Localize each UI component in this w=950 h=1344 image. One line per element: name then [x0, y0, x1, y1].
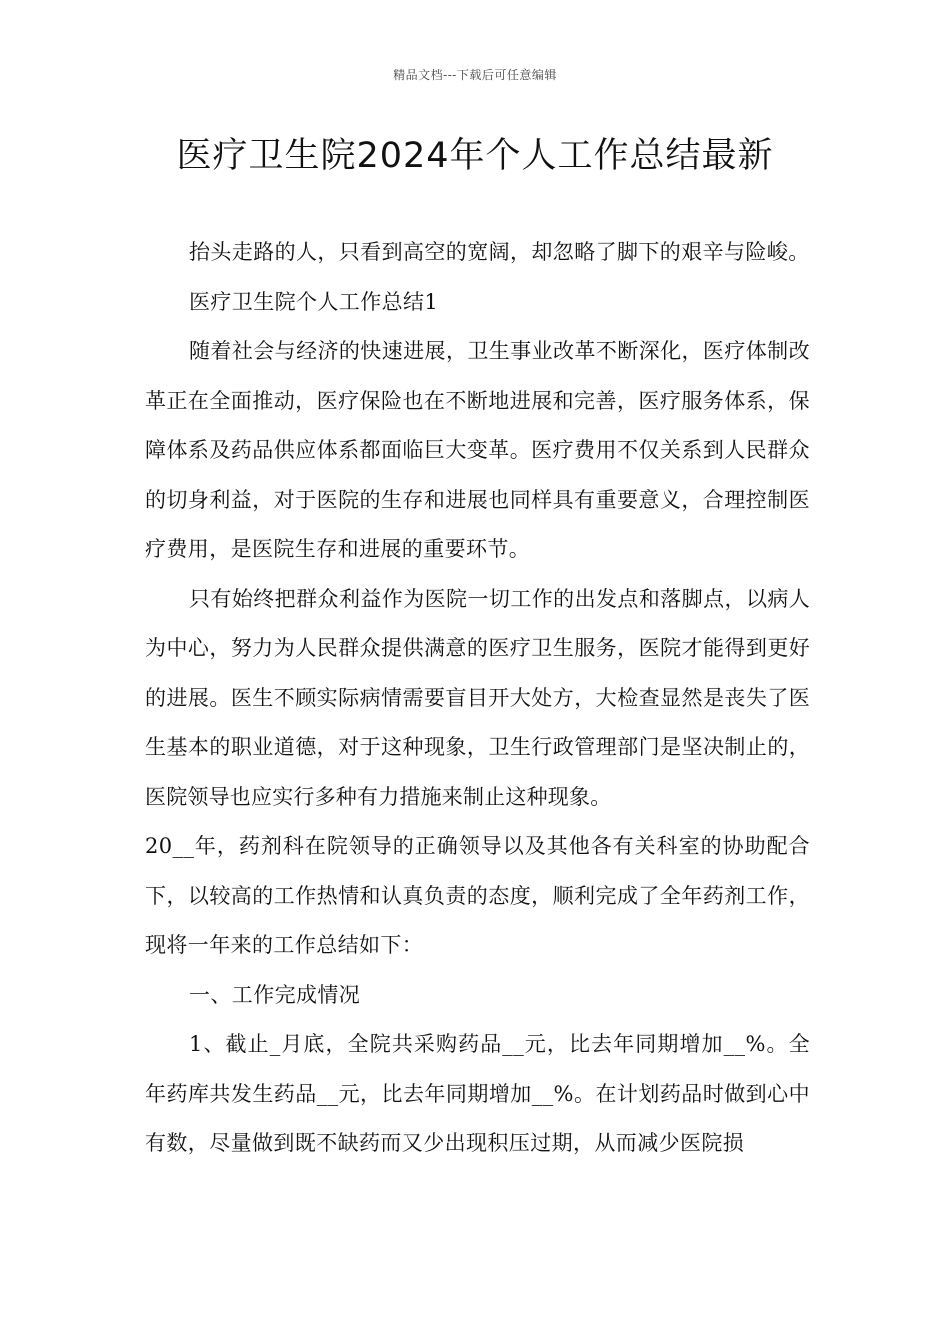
body-paragraph: 20__年，药剂科在院领导的正确领导以及其他各有关科室的协助配合下，以较高的工作热情和认真负责的态度，顺利完成了全年药剂工作，现将一年来的工作总结如下：: [145, 834, 810, 957]
body-paragraph: 只有始终把群众利益作为医院一切工作的出发点和落脚点，以病人为中心，努力为人民群众提供满意的医疗卫生服务，医院才能得到更好的进展。医生不顾实际病情需要盲目开大处方，大检查显然是丧失了医生基本的职业道德，对于这种现象，卫生行政管理部门是坚决制止的，医院领导也应实行多种有力措施来制止这种现象。: [145, 586, 810, 809]
body-paragraph: 随着社会与经济的快速进展，卫生事业改革不断深化，医疗体制改革正在全面推动，医疗保险也在不断地进展和完善，医疗服务体系，保障体系及药品供应体系都面临巨大变革。医疗费用不仅关系到人民群众的切身利益，对于医院的生存和进展也同样具有重要意义，合理控制医疗费用，是医院生存和进展的重要环节。: [145, 339, 810, 561]
body-paragraph: 1、截止_月底，全院共采购药品__元，比去年同期增加__%。全年药库共发生药品__元，比去年同期增加__%。在计划药品时做到心中有数，尽量做到既不缺药而又少出现积压过期，从而减少医院损: [145, 1032, 810, 1155]
document-body: [145, 228, 810, 1169]
document-title: 医疗卫生院2024年个人工作总结最新: [176, 136, 774, 176]
section-heading: 医疗卫生院个人工作总结1: [189, 289, 439, 314]
subsection-heading: 一、工作完成情况: [189, 982, 361, 1007]
intro-paragraph: 抬头走路的人，只看到高空的宽阔，却忽略了脚下的艰辛与险峻。: [189, 240, 810, 264]
header-note: 精品文档---下载后可任意编辑: [393, 68, 557, 82]
